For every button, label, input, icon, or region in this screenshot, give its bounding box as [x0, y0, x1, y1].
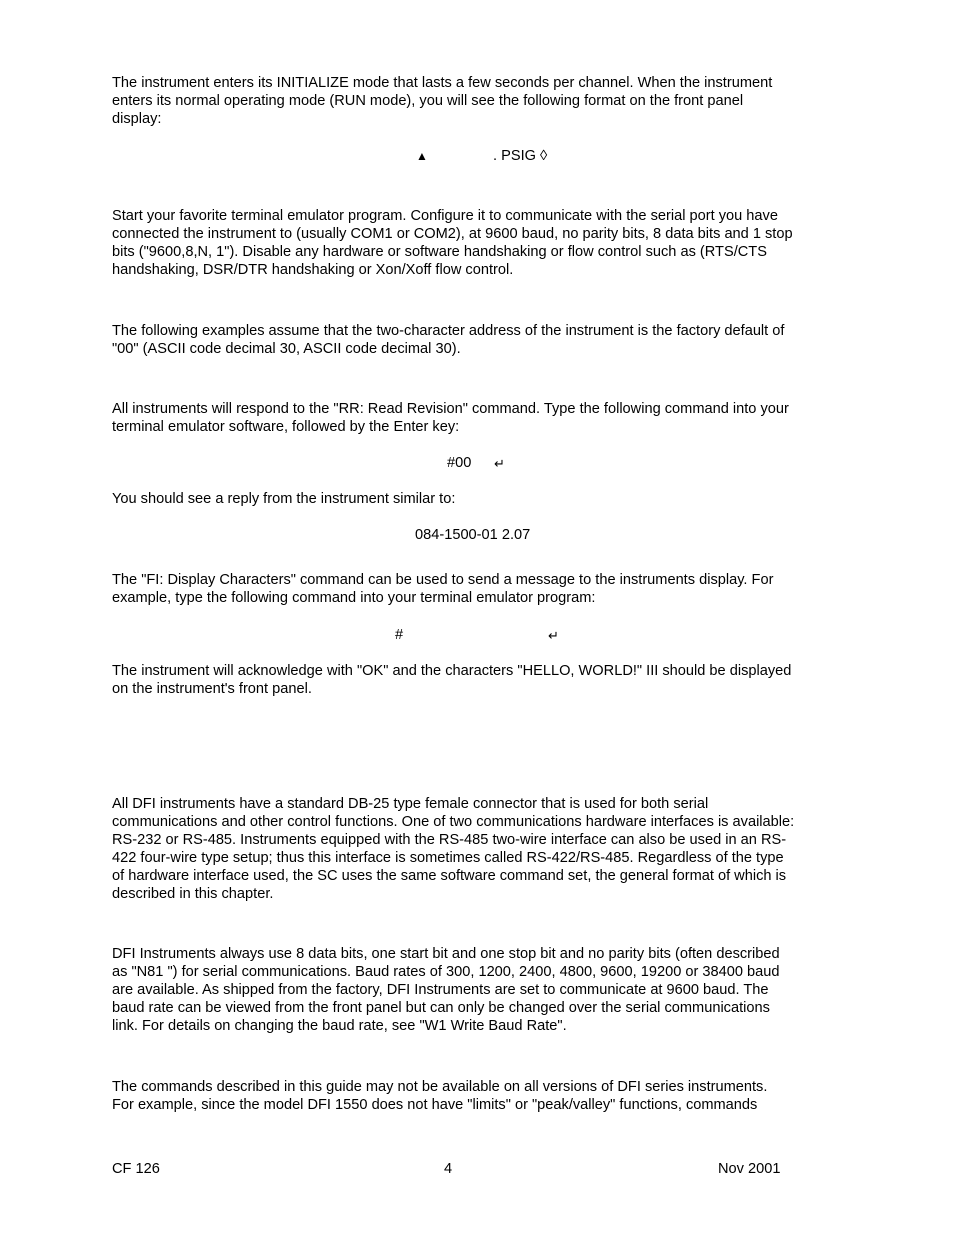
- text-line: described in this chapter.: [112, 886, 274, 902]
- paragraph-baud-rate: [112, 945, 842, 1035]
- text-line: communications and other control functions. One of two communications hardware interfaces is available:: [112, 814, 795, 830]
- paragraph-connector: [112, 795, 842, 903]
- footer-document-id: CF 126: [112, 1161, 160, 1177]
- text-line: terminal emulator software, followed by the Enter key:: [112, 419, 460, 435]
- text-line: of hardware interface used, the SC uses the same software command set, the general format of which is: [112, 868, 787, 884]
- text-line: The instrument will acknowledge with "OK" and the characters "HELLO, WORLD!" III should be displayed: [112, 663, 792, 679]
- paragraph-reply: [112, 490, 842, 508]
- command-text: #: [395, 627, 404, 643]
- paragraph-read-revision: [112, 400, 842, 436]
- text-line: example, type the following command into your terminal emulator program:: [112, 590, 596, 606]
- text-line: on the instrument's front panel.: [112, 681, 312, 697]
- text-line: are available. As shipped from the factory, DFI Instruments are set to communicate at 9600 baud. The: [112, 982, 769, 998]
- text-line: You should see a reply from the instrument similar to:: [112, 491, 456, 507]
- text-line: handshaking, DSR/DTR handshaking or Xon/Xoff flow control.: [112, 262, 514, 278]
- text-line: bits ("9600,8,N, 1"). Disable any hardware or software handshaking or flow control such as (RTS/CTS: [112, 244, 767, 260]
- text-line: Start your favorite terminal emulator program. Configure it to communicate with the serial port you have: [112, 208, 778, 224]
- text-line: The instrument enters its INITIALIZE mode that lasts a few seconds per channel. When the instrument: [112, 75, 773, 91]
- paragraph-terminal-setup: [112, 207, 842, 279]
- text-line: 422 four-wire type setup; thus this interface is sometimes called RS-422/RS-485. Regardless of the type: [112, 850, 784, 866]
- paragraph-acknowledge: [112, 662, 842, 698]
- text-line: The following examples assume that the two-character address of the instrument is the factory default of: [112, 323, 785, 339]
- paragraph-commands-availability: [112, 1078, 842, 1114]
- text-line: The "FI: Display Characters" command can be used to send a message to the instruments display. For: [112, 572, 774, 588]
- paragraph-display-characters: [112, 571, 842, 607]
- text-line: link. For details on changing the baud rate, see "W1 Write Baud Rate".: [112, 1018, 567, 1034]
- display-psig-text: . PSIG ◊: [493, 148, 548, 164]
- text-line: enters its normal operating mode (RUN mode), you will see the following format on the front panel: [112, 93, 744, 109]
- text-line: DFI Instruments always use 8 data bits, one start bit and one stop bit and no parity bits (often described: [112, 946, 780, 962]
- footer-date: Nov 2001: [718, 1161, 781, 1177]
- text-line: baud rate can be viewed from the front panel but can only be changed over the serial communications: [112, 1000, 770, 1016]
- text-line: The commands described in this guide may not be available on all versions of DFI series instruments.: [112, 1079, 768, 1095]
- paragraph-address: [112, 322, 842, 358]
- text-line: connected the instrument to (usually COM1 or COM2), at 9600 baud, no parity bits, 8 data bits and 1 stop: [112, 226, 793, 242]
- text-line: RS-232 or RS-485. Instruments equipped with the RS-485 two-wire interface can also be used in an RS-: [112, 832, 787, 848]
- paragraph-initialize: [112, 74, 842, 128]
- reply-value: 084-1500-01 2.07: [415, 527, 531, 543]
- footer-page-number: 4: [444, 1161, 453, 1177]
- command-text: #00: [447, 455, 472, 471]
- text-line: as "N81 ") for serial communications. Baud rates of 300, 1200, 2400, 4800, 9600, 19200 or 38400 baud: [112, 964, 780, 980]
- text-line: For example, since the model DFI 1550 does not have "limits" or "peak/valley" functions, commands: [112, 1097, 758, 1113]
- text-line: "00" (ASCII code decimal 30, ASCII code decimal 30).: [112, 341, 461, 357]
- up-arrow-icon: ▲: [416, 149, 428, 163]
- enter-key-icon: ↵: [494, 456, 505, 471]
- text-line: All DFI instruments have a standard DB-25 type female connector that is used for both serial: [112, 796, 709, 812]
- text-line: display:: [112, 111, 162, 127]
- text-line: All instruments will respond to the "RR: Read Revision" command. Type the following command into your: [112, 401, 789, 417]
- enter-key-icon: ↵: [548, 628, 559, 643]
